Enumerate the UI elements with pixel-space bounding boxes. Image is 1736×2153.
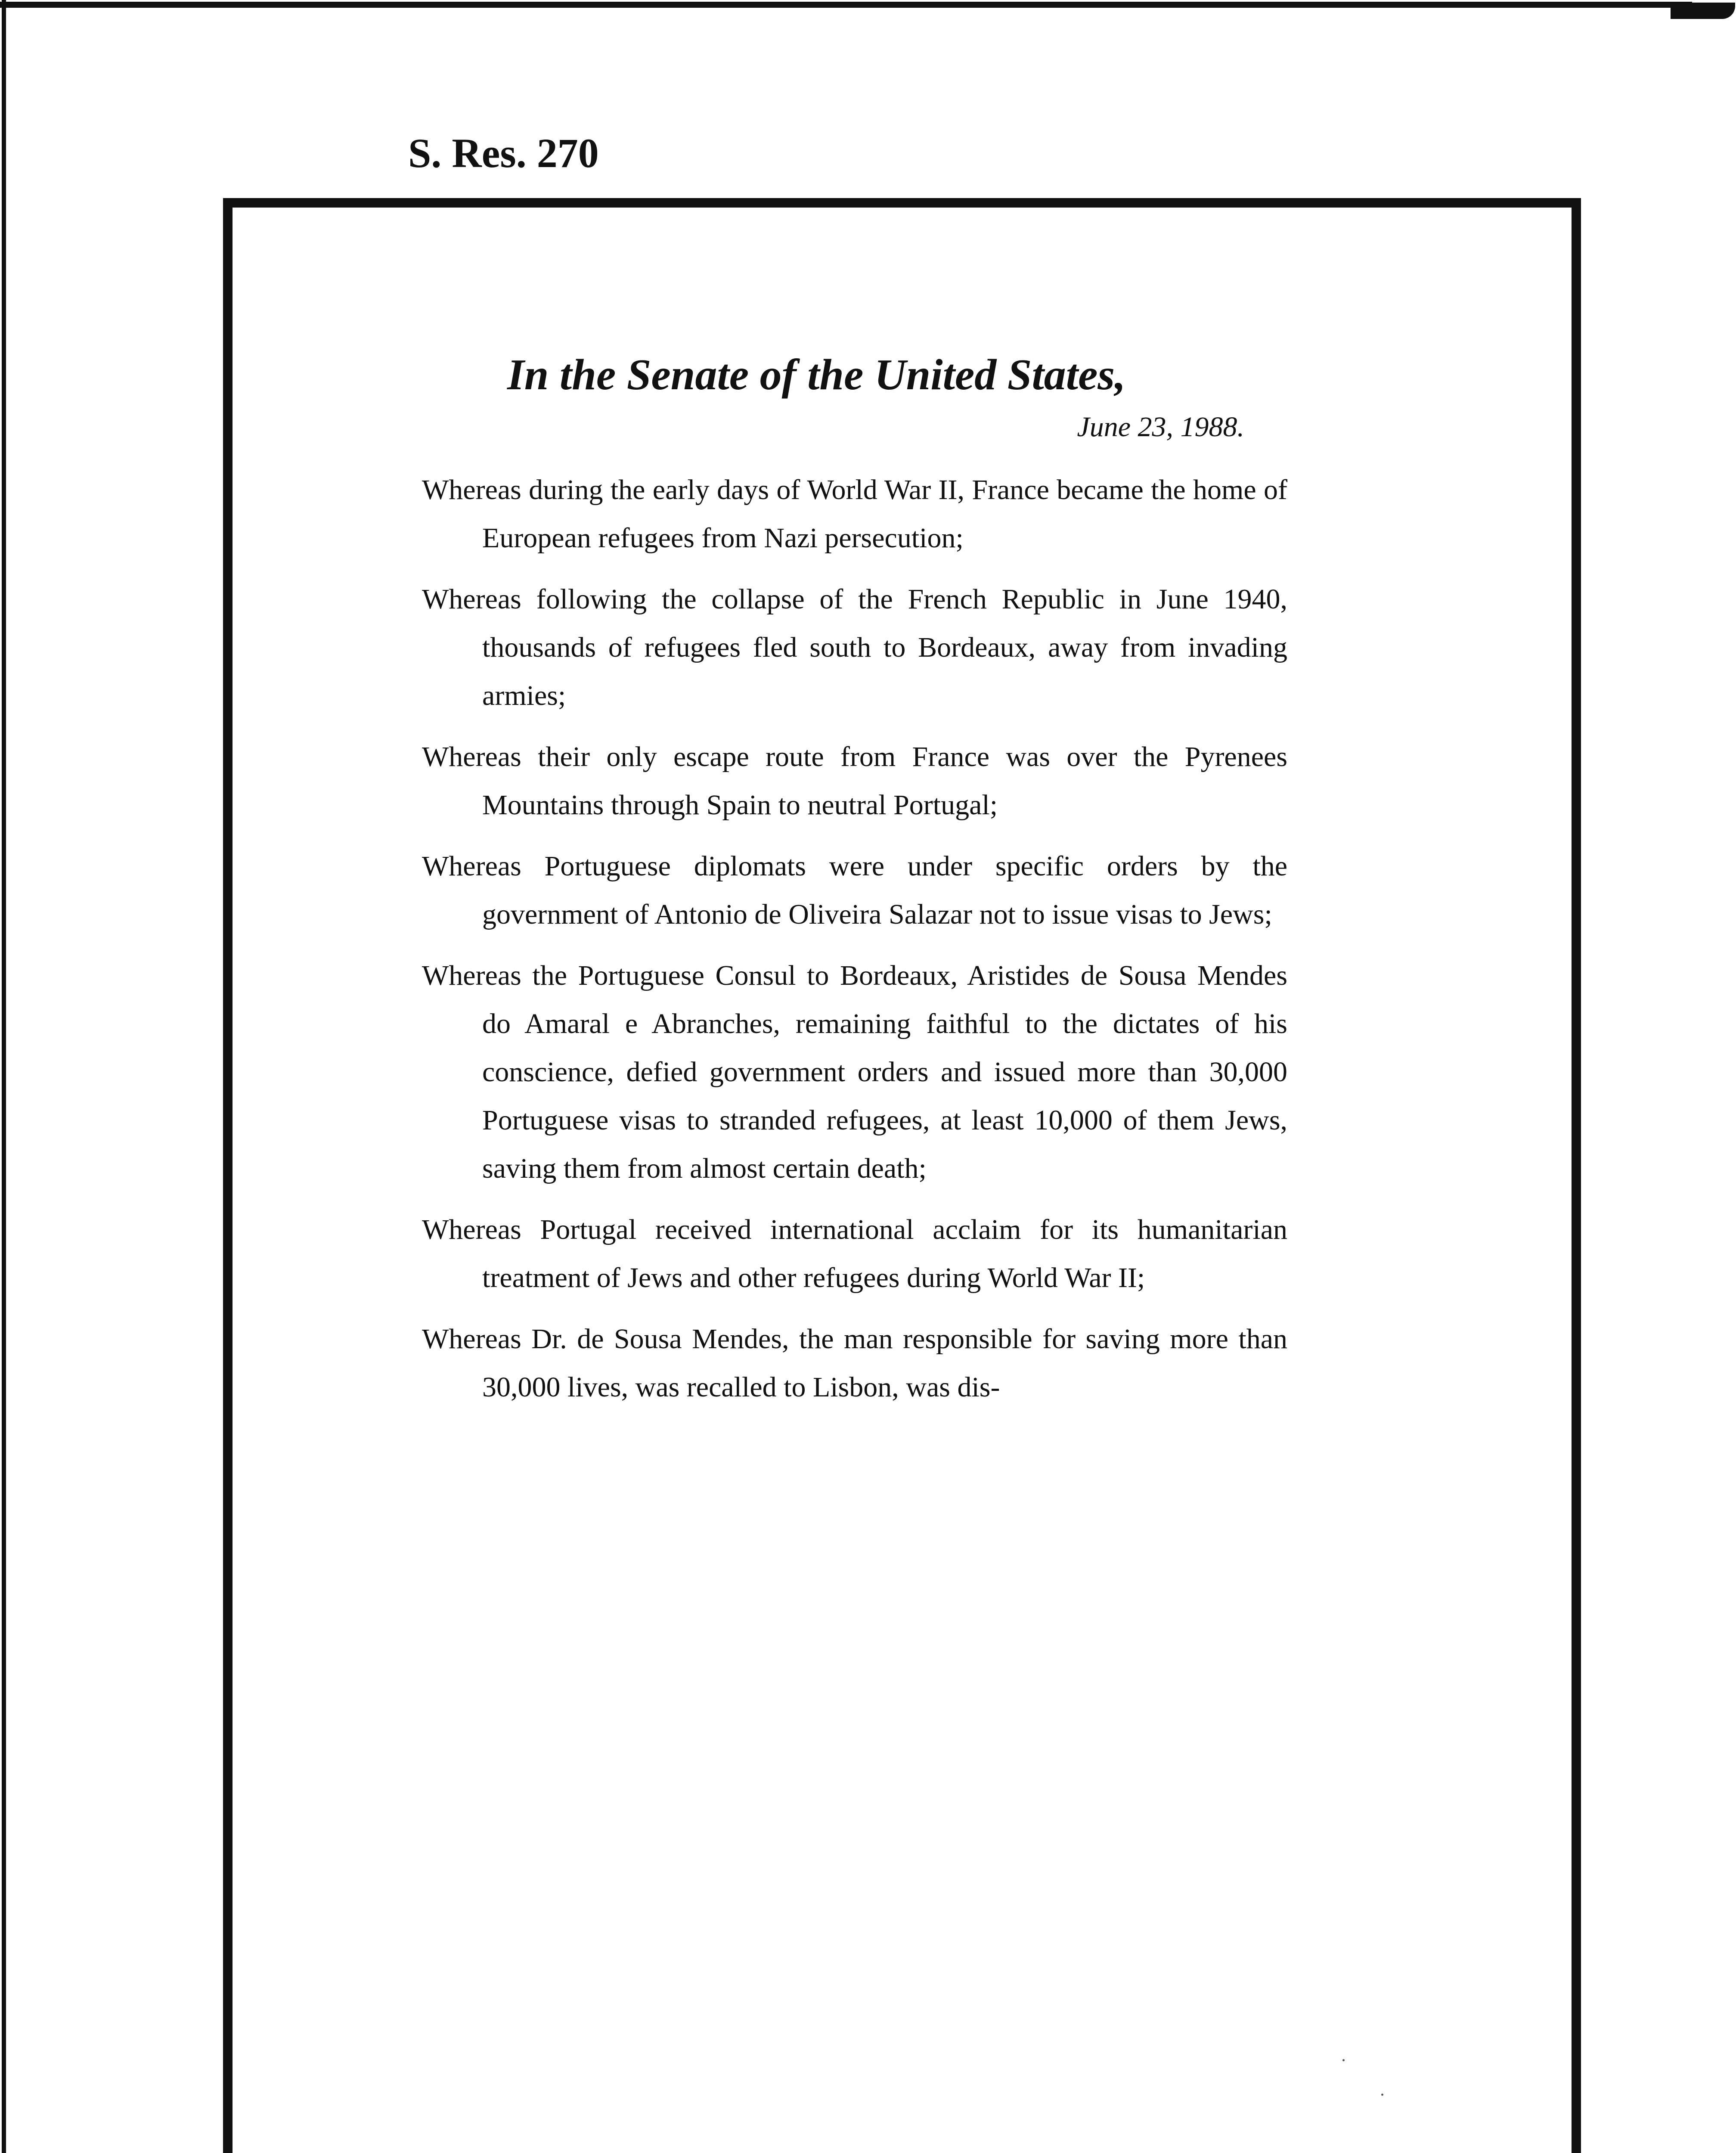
document-heading: In the Senate of the United States, xyxy=(507,351,1126,399)
resolution-number: S. Res. 270 xyxy=(408,130,599,176)
document-date: June 23, 1988. xyxy=(1077,411,1244,443)
whereas-clause: Whereas Portuguese diplomats were under specific orders by the government of Antonio de Oliveira Salazar not to issue visas to Jews; xyxy=(422,850,1287,930)
top-border-rule-end xyxy=(1671,3,1735,19)
left-border-rule xyxy=(2,0,6,2153)
whereas-clause: Whereas their only escape route from France was over the Pyrenees Mountains through Spain to neutral Portugal; xyxy=(422,741,1287,821)
whereas-clause: Whereas following the collapse of the French Republic in June 1940, thousands of refugees fled south to Bordeaux, away from invading armies; xyxy=(422,583,1287,711)
whereas-clause: Whereas during the early days of World War II, France became the home of European refugees from Nazi persecution; xyxy=(422,474,1287,554)
document-frame xyxy=(223,198,1581,2153)
scan-speck xyxy=(1342,2059,1345,2061)
clause-list xyxy=(422,466,1287,1424)
scan-speck xyxy=(1381,2094,1383,2096)
whereas-clause: Whereas Dr. de Sousa Mendes, the man responsible for saving more than 30,000 lives, was recalled to Lisbon, was dis- xyxy=(422,1323,1287,1403)
whereas-clause: Whereas the Portuguese Consul to Bordeaux, Aristides de Sousa Mendes do Amaral e Abranches, remaining faithful to the dictates of his conscience, defied government orders and issued more than 30,000 Portuguese visas to stranded refugees, at least 10,000 of them Jews, saving them from almost certain death; xyxy=(422,960,1287,1184)
whereas-clause: Whereas Portugal received international acclaim for its humanitarian treatment of Jews and other refugees during World War II; xyxy=(422,1214,1287,1294)
top-border-rule xyxy=(0,2,1692,8)
